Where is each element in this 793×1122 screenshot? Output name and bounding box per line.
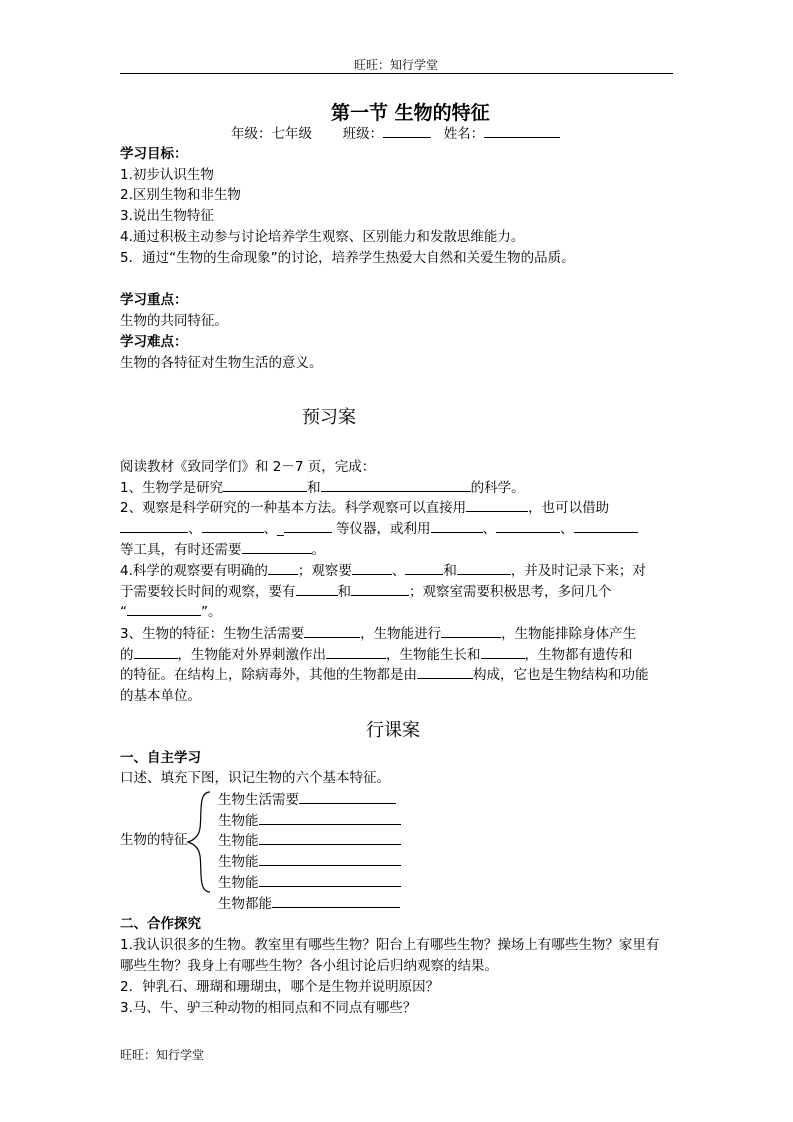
blank[interactable] [574, 519, 638, 533]
self-study-intro: 口述、填充下图，识记生物的六个基本特征。 [120, 770, 390, 786]
blank[interactable] [242, 540, 312, 554]
blank[interactable] [417, 665, 473, 679]
diagram-center-label: 生物的特征 [120, 832, 188, 848]
blank[interactable] [272, 894, 400, 908]
self-study-heading: 一、自主学习 [120, 750, 201, 766]
preview-intro: 阅读教材《致同学们》和 2－7 页，完成： [120, 459, 376, 475]
blank[interactable] [431, 519, 483, 533]
blank[interactable] [481, 645, 525, 659]
branch-item: 生物能 [218, 873, 401, 893]
page-title: 第一节 生物的特征 [331, 102, 490, 124]
coop-question-3: 3.马、牛、驴三种动物的相同点和不同点有哪些？ [120, 1000, 417, 1016]
blank[interactable] [268, 561, 298, 575]
blank[interactable] [134, 645, 178, 659]
question-2-line-2: 、 、_ 等仪器，或利用 、 、 [120, 519, 638, 539]
blank[interactable] [259, 873, 401, 887]
coop-question-1-line-1: 1.我认识很多的生物。教室里有哪些生物？阳台上有哪些生物？操场上有哪些生物？家里有 [120, 937, 660, 953]
coop-question-2: 2．钟乳石、珊瑚和珊瑚虫，哪个是生物并说明原因？ [120, 979, 440, 995]
goal-item: 4.通过积极主动参与讨论培养学生观察、区别能力和发散思维能力。 [120, 229, 525, 245]
branch-item: 生物能 [218, 831, 401, 851]
blank[interactable] [466, 498, 528, 512]
question-3-line-2: 的 ，生物能对外界刺激作出 ，生物能生长和 ，生物都有遗传和 [120, 647, 633, 663]
branch-item: 生物能 [218, 852, 401, 872]
key-point-heading: 学习重点： [120, 292, 188, 308]
question-4-line-3: “ ”。 [120, 604, 222, 620]
coop-question-1-line-2: 哪些生物？我身上有哪些生物？各小组讨论后归纳观察的结果。 [120, 958, 498, 974]
meta-line [231, 124, 560, 144]
blank[interactable] [296, 582, 338, 596]
blank[interactable] [352, 561, 392, 575]
goal-item: 3.说出生物特征 [120, 208, 214, 224]
blank[interactable] [259, 811, 401, 825]
question-4-line-1: 4.科学的观察要有明确的 ；观察要 、 和 ，并及时记录下来；对 [120, 563, 646, 579]
question-3-line-1: 3、生物的特征：生物生活需要 ，生物能进行 ，生物能排除身体产生 [120, 626, 637, 642]
question-4-line-2: 于需要较长时间的观察，要有 和 ；观察室需要积极思考，多问几个 [120, 584, 612, 600]
question-2-line-3: 等工具，有时还需要 。 [120, 542, 325, 558]
coop-heading: 二、合作探究 [120, 916, 201, 932]
class-label: 班级： [342, 126, 384, 142]
branch-item: 生物生活需要 [218, 790, 396, 810]
goal-item: 5．通过“生物的生命现象”的讨论，培养学生热爱大自然和关爱生物的品质。 [120, 250, 575, 266]
blank[interactable] [202, 519, 264, 533]
branch-item: 生物都能 [218, 894, 400, 914]
question-3-line-3: 的特征。在结构上，除病毒外，其他的生物都是由 构成，它也是生物结构和功能 [120, 667, 649, 683]
blank[interactable] [441, 624, 501, 638]
name-label: 姓名： [443, 126, 485, 142]
goal-item: 1.初步认识生物 [120, 167, 214, 183]
question-3-line-4: 的基本单位。 [120, 688, 201, 704]
page-header: 旺旺：知行学堂 [354, 58, 439, 72]
blank[interactable] [259, 831, 401, 845]
blank[interactable] [405, 561, 443, 575]
blank[interactable] [120, 519, 188, 533]
name-blank[interactable] [484, 124, 560, 138]
branch-item: 生物能 [218, 811, 401, 831]
header-rule [120, 73, 673, 74]
brace-icon [186, 788, 214, 898]
difficulty-text: 生物的各特征对生物生活的意义。 [120, 355, 323, 371]
difficulty-heading: 学习难点： [120, 334, 188, 350]
blank[interactable] [284, 519, 332, 533]
blank[interactable] [259, 852, 401, 866]
lesson-heading: 行课案 [366, 720, 420, 741]
goal-item: 2.区别生物和非生物 [120, 187, 241, 203]
question-1: 1、生物学是研究 和 的科学。 [120, 480, 525, 496]
class-blank[interactable] [383, 124, 431, 138]
question-2-line-1: 2、观察是科学研究的一种基本方法。科学观察可以直接用 ，也可以借助 [120, 500, 610, 516]
blank[interactable] [299, 790, 396, 804]
blank[interactable] [321, 478, 471, 492]
grade-label: 年级：七年级 [231, 126, 312, 142]
blank[interactable] [326, 645, 386, 659]
blank[interactable] [127, 602, 201, 616]
blank[interactable] [304, 624, 360, 638]
key-point-text: 生物的共同特征。 [120, 313, 228, 329]
blank[interactable] [351, 582, 409, 596]
page-footer: 旺旺：知行学堂 [120, 1048, 205, 1062]
blank[interactable] [496, 519, 560, 533]
preview-heading: 预习案 [302, 407, 356, 428]
blank[interactable] [223, 478, 307, 492]
goals-heading: 学习目标： [120, 146, 188, 162]
blank[interactable] [457, 561, 511, 575]
